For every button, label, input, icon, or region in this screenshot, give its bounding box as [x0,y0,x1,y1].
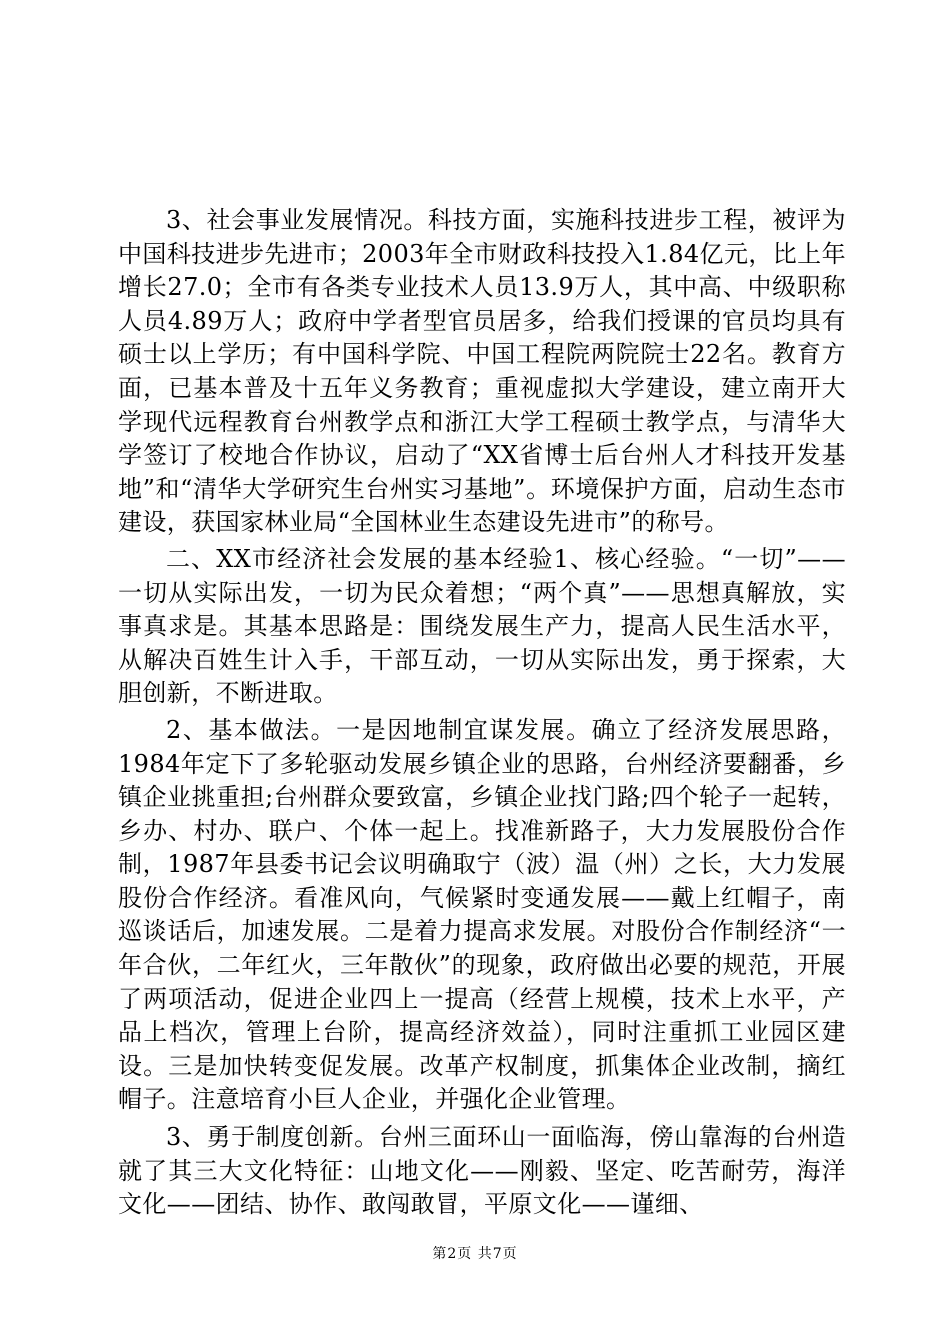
page-number-footer: 第2页 共7页 [432,1246,518,1262]
paragraph-social-development: 3、社会事业发展情况。科技方面，实施科技进步工程，被评为中国科技进步先进市；2003年全市财政科技投入1.84亿元，比上年增长27.0；全市有各类专业技术人员13.9万人，其中高、中级职称人员4.89万人；政府中学者型官员居多，给我们授课的官员均具有硕士以上学历；有中国科学院、中国工程院两院院士22名。教育方面，已基本普及十五年义务教育；重视虚拟大学建设，建立南开大学现代远程教育台州教学点和浙江大学工程硕士教学点，与清华大学签订了校地合作协议，启动了“XX省博士后台州人才科技开发基地”和“清华大学研究生台州实习基地”。环境保护方面，启动生态市建设，获国家林业局“全国林业生态建设先进市”的称号。 [118,206,846,537]
paragraph-basic-practice: 2、基本做法。一是因地制宜谋发展。确立了经济发展思路，1984年定下了多轮驱动发展乡镇企业的思路，台州经济要翻番，乡镇企业挑重担;台州群众要致富，乡镇企业找门路;四个轮子一起转，乡办、村办、联户、个体一起上。找准新路子，大力发展股份合作制，1987年县委书记会议明确取宁（波）温（州）之长，大力发展股份合作经济。看准风向，气候紧时变通发展——戴上红帽子，南巡谈话后，加速发展。二是着力提高求发展。对股份合作制经济“一年合伙，二年红火，三年散伙”的现象，政府做出必要的规范，开展了两项活动，促进企业四上一提高（经营上规模，技术上水平，产品上档次，管理上台阶，提高经济效益），同时注重抓工业园区建设。三是加快转变促发展。改革产权制度，抓集体企业改制，摘红帽子。注意培育小巨人企业，并强化企业管理。 [118,715,846,1114]
document-body [118,204,846,1222]
paragraph-institutional-innovation: 3、勇于制度创新。台州三面环山一面临海，傍山靠海的台州造就了其三大文化特征：山地文化——刚毅、坚定、吃苦耐劳，海洋文化——团结、协作、敢闯敢冒，平原文化——谨细、 [118,1123,846,1219]
paragraph-basic-experience: 二、XX市经济社会发展的基本经验1、核心经验。“一切”——一切从实际出发，一切为民众着想；“两个真”——思想真解放，实事真求是。其基本思路是：围绕发展生产力，提高人民生活水平，从解决百姓生计入手，干部互动，一切从实际出发，勇于探索，大胆创新，不断进取。 [118,544,846,708]
